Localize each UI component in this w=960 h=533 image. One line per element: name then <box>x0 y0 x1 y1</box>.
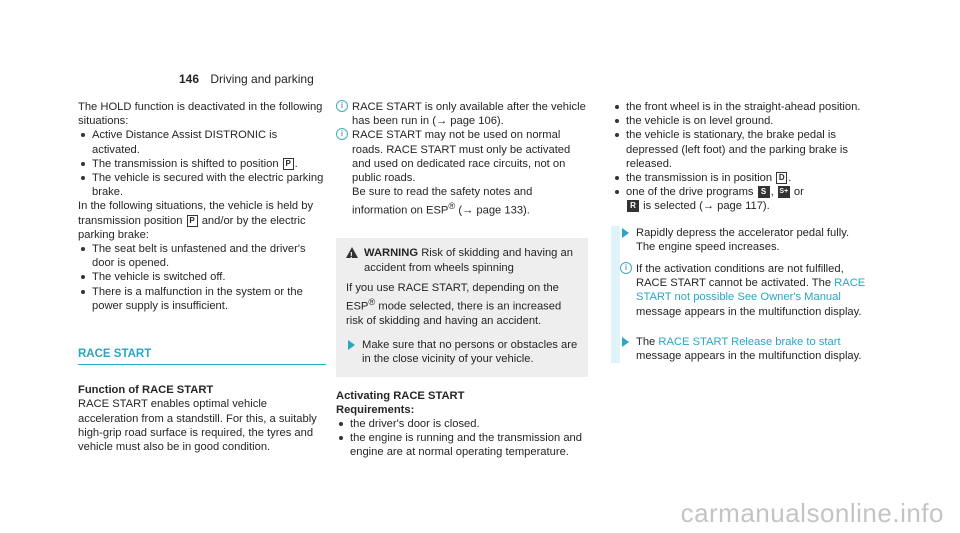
warning-triangle-icon: ! <box>346 247 358 258</box>
step-item: The RACE START Release brake to start message appears in the multifunction display. <box>620 335 874 363</box>
activating-title: Activating RACE START <box>336 389 465 402</box>
list-item: The vehicle is switched off. <box>78 270 326 284</box>
list-item: Active Distance Assist DISTRONIC is activated. <box>78 128 326 156</box>
list-item: the vehicle is on level ground. <box>612 114 874 128</box>
page-number: 146 <box>179 72 200 86</box>
info-note: i If the activation conditions are not fulfilled, RACE START cannot be activated. The RACE START not possible See Owner's Manual message appears in the multifunction display. <box>620 262 874 319</box>
warning-text: If you use RACE START, depending on the ESP® mode selected, there is an increased risk of skidding and having an accident. <box>346 281 562 327</box>
warning-step: Make sure that no persons or obstacles are in the close vicinity of your vehicle. <box>346 338 578 366</box>
column-2 <box>336 100 588 460</box>
warning-title: Risk of skidding and having an accident from wheels spinning <box>364 247 573 274</box>
arrow-right-icon <box>348 340 355 350</box>
info-note: i RACE START may not be used on normal roads. RACE START must only be activated and used on dedicated race circuits, not on public roads. Be sure to read the safety notes and information on ESP® (→ page 133). <box>336 128 588 218</box>
gear-p-icon: P <box>187 215 198 227</box>
step-item: Rapidly depress the accelerator pedal fully. The engine speed increases. <box>620 226 874 254</box>
requirements-list-continued <box>612 100 874 214</box>
step-block <box>611 226 874 364</box>
arrow-right-icon <box>622 337 629 347</box>
list-item: the transmission is in position D . <box>612 171 874 185</box>
info-icon: i <box>336 128 348 140</box>
list-item: The vehicle is secured with the electric parking brake. <box>78 171 326 199</box>
list-item: There is a malfunction in the system or the power supply is insufficient. <box>78 285 326 313</box>
section-name: Driving and parking <box>210 72 314 86</box>
drive-program-s-icon: S <box>758 186 770 198</box>
page-header <box>179 72 314 86</box>
hold-list <box>78 128 326 199</box>
list-item: one of the drive programs S , S+ or R is selected (→ page 117). <box>612 185 874 213</box>
list-item: the engine is running and the transmission and engine are at normal operating temperature. <box>336 431 588 459</box>
info-icon: i <box>620 262 632 274</box>
warning-header <box>346 246 578 274</box>
display-message: RACE START not possible See Owner's Manual <box>636 277 866 304</box>
held-list <box>78 242 326 313</box>
gear-d-icon: D <box>776 172 787 184</box>
section-title: RACE START <box>78 347 326 365</box>
drive-program-race-icon: R <box>627 200 639 212</box>
list-item: the vehicle is stationary, the brake pedal is depressed (left foot) and the parking brake is released. <box>612 128 874 171</box>
hold-intro: The HOLD function is deactivated in the following situations: <box>78 101 323 128</box>
column-1 <box>78 100 326 454</box>
arrow-right-icon <box>622 228 629 238</box>
list-item: The seat belt is unfastened and the driver's door is opened. <box>78 242 326 270</box>
display-message: RACE START Release brake to start <box>658 335 841 348</box>
list-item: the front wheel is in the straight-ahead position. <box>612 100 874 114</box>
warning-label: WARNING <box>364 247 419 260</box>
list-item: the driver's door is closed. <box>336 417 588 431</box>
watermark-logo: carmanualsonline.info <box>680 498 944 528</box>
function-text: RACE START enables optimal vehicle acceleration from a standstill. For this, a suitably high-grip road surface is required, the tyres and vehicle must also be in good condition. <box>78 398 317 454</box>
list-item: The transmission is shifted to position P . <box>78 157 326 171</box>
gear-p-icon: P <box>283 158 294 170</box>
info-icon: i <box>336 100 348 112</box>
column-3 <box>612 100 874 363</box>
function-title: Function of RACE START <box>78 384 214 397</box>
held-intro: In the following situations, the vehicle is held by transmission position P and/or by the electric parking brake: <box>78 200 314 241</box>
requirements-title: Requirements: <box>336 403 415 416</box>
requirements-list <box>336 417 588 460</box>
warning-box <box>336 238 588 376</box>
info-note: i RACE START is only available after the vehicle has been run in (→ page 106). <box>336 100 588 128</box>
drive-program-s-plus-icon: S+ <box>778 186 790 198</box>
